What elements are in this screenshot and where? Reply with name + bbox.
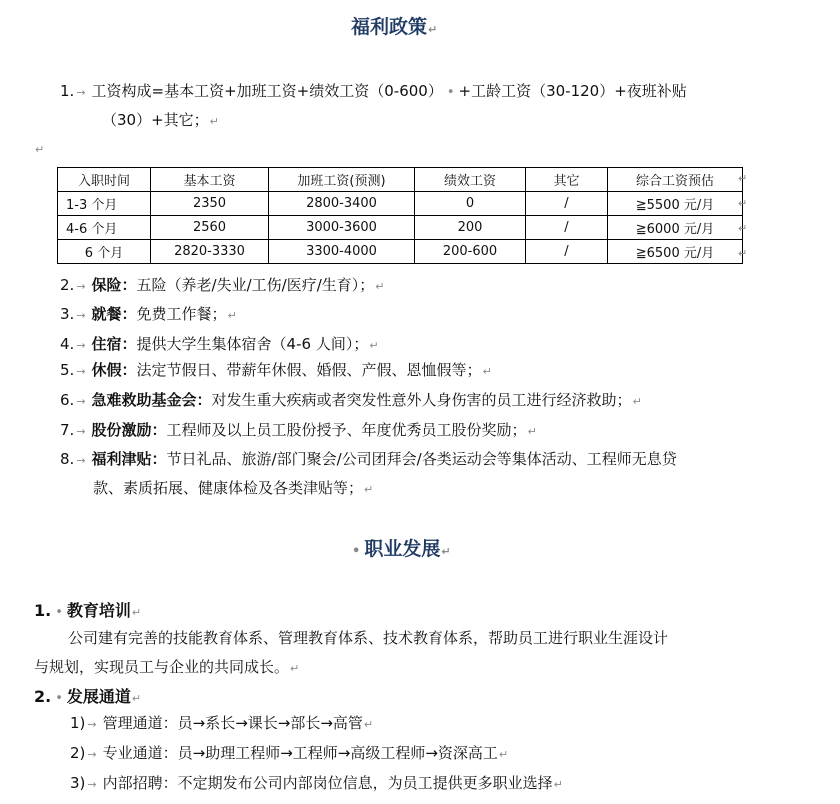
table-cell: 200-600 — [415, 240, 526, 264]
table-header-row — [58, 168, 743, 192]
table-cell: 2350 — [151, 192, 269, 216]
table-header: 其它 — [526, 168, 608, 192]
list-item-allowances: 8. → 福利津贴：节日礼品、旅游/部门聚会/公司团拜会/各类运动会等集体活动、工程师无息贷 — [60, 450, 677, 468]
table-header: 基本工资 — [151, 168, 269, 192]
table-row — [58, 192, 743, 216]
table-cell: / — [526, 192, 608, 216]
table-header: 加班工资(预测) — [269, 168, 415, 192]
list-item-relief-fund: 6. → 急难救助基金会：对发生重大疾病或者突发性意外人身伤害的员工进行经济救助；↵ — [60, 391, 642, 409]
table-row — [58, 240, 743, 264]
table-cell: 0 — [415, 192, 526, 216]
career-title: • 职业发展↵ — [352, 538, 451, 560]
table-cell: 2800-3400 — [269, 192, 415, 216]
table-cell: / — [526, 240, 608, 264]
table-cell: ≧6000 元/月 — [608, 216, 743, 240]
table-header: 绩效工资 — [415, 168, 526, 192]
salary-table — [57, 167, 743, 264]
table-cell: ≧5500 元/月 — [608, 192, 743, 216]
table-cell: 3300-4000 — [269, 240, 415, 264]
list-item-salary-structure: 1. → 工资构成=基本工资+加班工资+绩效工资（0-600） • +工龄工资（30-120）+夜班补贴 — [60, 82, 687, 100]
list-item-meals: 3. → 就餐：免费工作餐；↵ — [60, 305, 237, 323]
row-end-mark: ↵ — [738, 197, 748, 210]
table-cell: 1-3 个月 — [58, 192, 151, 216]
list-item-housing: 4. → 住宿：提供大学生集体宿舍（4-6 人间）；↵ — [60, 335, 379, 353]
table-header: 综合工资预估 — [608, 168, 743, 192]
path-item-management: 1) → 管理通道：员→系长→课长→部长→高管↵ — [70, 714, 374, 732]
development-heading: 2. • 发展通道↵ — [34, 687, 142, 706]
list-item-allowances-cont: 款、素质拓展、健康体检及各类津贴等；↵ — [93, 479, 374, 497]
row-end-mark: ↵ — [738, 247, 748, 260]
table-cell: 6 个月 — [58, 240, 151, 264]
list-item-salary-structure-cont: （30）+其它；↵ — [102, 111, 219, 129]
path-item-professional: 2) → 专业通道：员→助理工程师→工程师→高级工程师→资深高工↵ — [70, 744, 509, 762]
path-item-internal-recruitment: 3) → 内部招聘：不定期发布公司内部岗位信息，为员工提供更多职业选择↵ — [70, 774, 563, 792]
table-header: 入职时间 — [58, 168, 151, 192]
list-item-stock-incentive: 7. → 股份激励：工程师及以上员工股份授予、年度优秀员工股份奖励；↵ — [60, 421, 537, 439]
table-cell: ≧6500 元/月 — [608, 240, 743, 264]
table-cell: 4-6 个月 — [58, 216, 151, 240]
education-paragraph: 公司建有完善的技能教育体系、管理教育体系、技术教育体系，帮助员工进行职业生涯设计 — [68, 629, 669, 647]
table-row — [58, 216, 743, 240]
table-cell: / — [526, 216, 608, 240]
list-item-insurance: 2. → 保险：五险（养老/失业/工伤/医疗/生育）；↵ — [60, 276, 385, 294]
table-cell: 2560 — [151, 216, 269, 240]
table-cell: 2820-3330 — [151, 240, 269, 264]
education-paragraph-cont: 与规划，实现员工与企业的共同成长。↵ — [34, 658, 300, 676]
paragraph-mark: ↵ — [35, 143, 45, 156]
table-cell: 3000-3600 — [269, 216, 415, 240]
education-heading: 1. • 教育培训↵ — [34, 601, 142, 620]
row-end-mark: ↵ — [738, 172, 748, 185]
table-cell: 200 — [415, 216, 526, 240]
row-end-mark: ↵ — [738, 222, 748, 235]
list-item-vacation: 5. → 休假：法定节假日、带薪年休假、婚假、产假、恩恤假等；↵ — [60, 361, 492, 379]
welfare-title: 福利政策↵ — [351, 16, 438, 38]
